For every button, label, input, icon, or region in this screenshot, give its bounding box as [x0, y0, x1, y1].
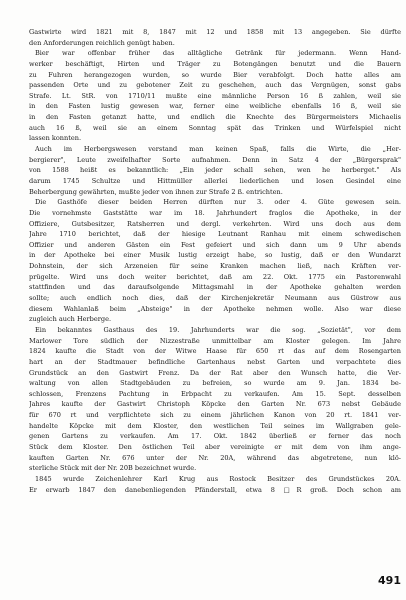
text-line: darum 1745 Schultze und Hittmüller allerlei liederlichen und losen Gesindel eine: [29, 176, 401, 185]
text-line: Grundstück an den Gastwirt Frenz. Da der Rat aber den Wunsch hatte, die Ver-: [29, 368, 401, 377]
page-number: 491: [378, 574, 401, 587]
text-line: Offiziere, Gutsbesitzer, Ratsherren und dergl. verkehrten. Wird uns doch aus dem: [29, 219, 401, 228]
text-line: Strafe. Lt. StR. von 1710/11 mußte eine männliche Person 16 ß zahlen, weil sie: [29, 91, 401, 100]
text-line: genen Gartens zu verkaufen. Am 17. Okt. 1842 überließ er ferner das noch: [29, 432, 401, 441]
text-line: von 1588 heißt es bekanntlich: „Ein jeder schall sehen, wen he herberget." Als: [29, 166, 401, 175]
text-line: zugleich auch Herberge.: [29, 315, 112, 324]
text-line: Jahre 1710 berichtet, daß der hiesige Leutnant Ranhau mit einem schwedischen: [29, 230, 401, 239]
text-line: waltung von allen Stadtgebäuden zu befreien, so wurde am 9. Jan. 1834 be-: [29, 379, 401, 388]
text-line: Beherbergung gewährten, mußte jeder von ihnen zur Strafe 2 ß. entrichten.: [29, 187, 283, 196]
text-line: in den Fasten lustig gewesen war, ferner eine weibliche ebenfalls 16 ß, weil sie: [29, 102, 401, 111]
text-line: hart an der Stadtmauer befindliche Gartenhaus nebst Garten und verpachtete dies: [29, 357, 401, 366]
text-line: schlossen, Frenzens Pachtung in Erbpacht zu verkaufen. Am 15. Sept. desselben: [29, 389, 401, 398]
text-line: 1845 wurde Zeichenlehrer Karl Krug aus Rostock Besitzer des Grundstückes 20A.: [35, 474, 401, 483]
text-line: Ein bekanntes Gasthaus des 19. Jahrhunderts war die sog. „Sozietät", vor dem: [35, 325, 401, 334]
text-line: Auch im Herbergswesen verstand man keinen Spaß, falls die Wirte, die „Her-: [35, 145, 401, 154]
text-line: bergierer", Leute zweifelhafter Sorte aufnahmen. Denn in Satz 4 der „Bürgersprak": [29, 155, 401, 164]
text-line: Bier war offenbar früher das alltägliche Getränk für jedermann. Wenn Hand-: [35, 49, 401, 58]
text-line: werker beschäftigt, Hirten und Träger zu Botengängen benutzt und die Bauern: [29, 59, 401, 68]
text-line: in den Fasten getanzt hatte, und endlich die Knechte des Bürgermeisters Michaelis: [29, 113, 401, 122]
text-line: kauften Garten Nr. 676 unter der Nr. 20A, während das abgetretene, nun klö-: [29, 453, 401, 462]
text-line: passenden Orte und zu gebotener Zeit zu geschehen, auch das Vergnügen, sonst gabs: [29, 81, 401, 90]
text-line: lassen konnten.: [29, 134, 82, 143]
text-line: prügelte. Wird uns doch weiter berichtet, daß am 22. Okt. 1775 ein Pastorenwahl: [29, 272, 401, 281]
text-line: Gastwirte wird 1821 mit 8, 1847 mit 12 und 1858 mit 13 angegeben. Sie dürfte: [29, 28, 401, 36]
text-line: Offizier und anderen Gästen ein Fest gefeiert und sich dann um 9 Uhr abends: [29, 240, 401, 249]
text-line: auch 16 ß, weil sie an einem Sonntag spät das Trinken und Würfelspiel nicht: [29, 123, 401, 132]
text-line: Die vornehmste Gaststätte war im 18. Jahrhundert fraglos die Apotheke, in der: [29, 208, 401, 217]
text-line: zu Fuhren herangezogen wurden, so wurde Bier verabfolgt. Doch hatte alles am: [29, 70, 401, 79]
text-line: Die Gasthöfe dieser beiden Herren dürften nur 3. oder 4. Güte gewesen sein.: [35, 198, 401, 207]
text-line: diesem Wahlanlaß beim „Absteige" in der Apotheke nehmen wolle. Also war diese: [29, 304, 401, 313]
body-text: [29, 27, 401, 495]
text-line: stattfinden und das daraufsolgende Mittagsmahl in der Apotheke gehalten werden: [29, 283, 401, 292]
text-line: Marlower Tore südlich der Nizzestraße unmittelbar am Kloster gelegen. Im Jahre: [29, 336, 401, 345]
text-line: für 670 rt und verpflichtete sich zu einem jährlichen Kanon von 20 rt. 1841 ver-: [29, 411, 401, 420]
text-line: Stück dem Kloster. Den östlichen Teil aber vereinigte er mit dem von ihm ange-: [29, 442, 401, 451]
text-line: den Anforderungen reichlich genügt haben.: [29, 38, 175, 47]
text-line: sollte; auch endlich noch dies, daß der Kirchenjekretär Neumann aus Güstrow aus: [29, 294, 401, 303]
text-line: in der Apotheke bei einer Musik lustig erzeigt habe, so lustig, daß er den Wundarzt: [29, 251, 401, 260]
text-line: Er erwarb 1847 den danebenliegenden Pfänderstall, etwa 8 □R groß. Doch schon am: [29, 485, 401, 494]
text-line: Jahres kaufte der Gastwirt Christoph Köpcke den Garten Nr. 673 nebst Gebäude: [29, 400, 401, 409]
text-line: Dohnstein, der sich Arzeneien für seine Kranken machen ließ, nach Kräften ver-: [29, 262, 401, 271]
text-line: handelte Köpcke mit dem Kloster, den westlichen Teil seines im Wallgraben gele-: [29, 421, 401, 430]
text-line: sterliche Stück mit der Nr. 20B bezeichnet wurde.: [29, 464, 197, 473]
text-line: 1824 kaufte die Stadt von der Witwe Haase für 650 rt das auf dem Rosengarten: [29, 347, 401, 356]
